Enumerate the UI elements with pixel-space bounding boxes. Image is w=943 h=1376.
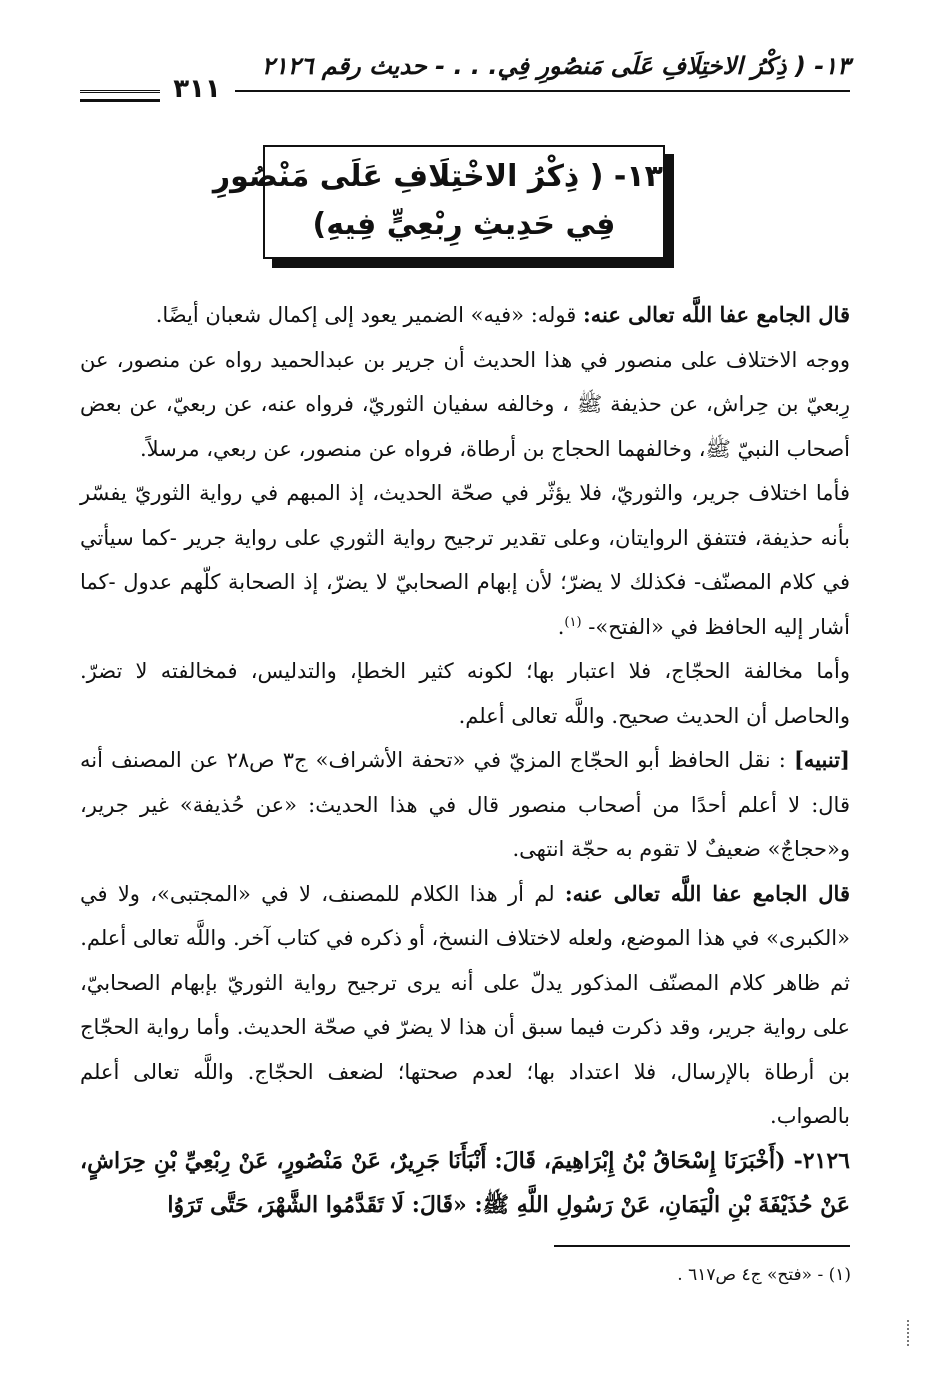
footnote-marker: (١)	[564, 614, 582, 630]
page-number-rule	[80, 90, 160, 102]
chapter-heading-line-1: ١٣- ( ذِكْرُ الاخْتِلَافِ عَلَى مَنْصُورِ	[212, 159, 663, 194]
paragraph-lead: قال الجامع عفا اللَّه تعالى عنه:	[582, 302, 850, 327]
chapter-heading-line-2: فِي حَدِيثِ رِبْعِيٍّ فِيهِ)	[312, 207, 616, 242]
paragraph-3	[80, 471, 850, 649]
running-header-title: ١٣- ( ذِكْرُ الاختِلَافِ عَلَى مَنصُورِ فِي. . . - حديث رقم ٢١٢٦	[261, 52, 850, 80]
footnote: (١) - «فتح» ج٤ ص٦١٧ .	[677, 1265, 851, 1285]
paragraph-text: لم أر هذا الكلام للمصنف، لا في «المجتبى»، ولا في «الكبرى» في هذا الموضع، ولعله لاختلاف النسخ، أو ذكره في كتاب آخر. واللَّه تعالى أعلم.	[80, 881, 850, 950]
paragraph-2: ووجه الاختلاف على منصور في هذا الحديث أن جرير بن عبدالحميد رواه عن منصور، عن رِبعيّ بن حِراش، عن حذيفة ﷺ ، وخالفه سفيان الثوريّ، فرواه عنه، عن ربعيّ، عن بعض أصحاب النبيّ ﷺ، وخالفهما الحجاج بن أرطاة، فرواه عن منصور، عن ربعي، مرسلاً.	[80, 347, 850, 461]
page-edge-mark	[907, 1320, 911, 1346]
paragraph-lead: قال الجامع عفا اللَّه تعالى عنه:	[564, 880, 850, 906]
hadith-text: ٢١٢٦- (أَخْبَرَنَا إِسْحَاقُ بْنُ إِبْرَاهِيمَ، قَالَ: أَنْبَأَنَا جَرِيرٌ، عَنْ مَنْصُورٍ، عَنْ رِبْعِيِّ بْنِ حِرَاشٍ، عَنْ حُذَيْفَةَ بْنِ الْيَمَانِ، عَنْ رَسُولِ اللَّهِ ﷺ: «قَالَ: لَا تَقَدَّمُوا الشَّهْرَ، حَتَّى تَرَوُا	[80, 1147, 850, 1218]
paragraph-1	[80, 293, 850, 338]
page-number: ٣١١	[173, 74, 221, 104]
paragraph-text: : نقل الحافظ أبو الحجّاج المزيّ في «تحفة الأشراف» ج٣ ص٢٨ عن المصنف أنه قال: لا أعلم أحدًا من أصحاب منصور قال في هذا الحديث: «عن حُذيفة» غير جرير، و«حجاجٌ» ضعيفٌ لا تقوم به حجّة انتهى.	[80, 748, 850, 861]
paragraph-end: .	[557, 614, 565, 639]
header-rule	[235, 90, 850, 92]
footnote-rule	[554, 1245, 850, 1247]
paragraph-7: ثم ظاهر كلام المصنّف المذكور يدلّ على أنه يرى ترجيح رواية الثوريّ بإبهام الصحابيّ، على رواية جرير، وقد ذكرت فيما سبق أن هذا لا يضرّ في صحّة الحديث. وأما رواية الحجّاج بن أرطاة بالإرسال، فلا اعتداد بها؛ لعدم صحتها؛ لضعف الحجّاج. واللَّه تعالى أعلم بالصواب.	[80, 970, 850, 1128]
chapter-heading-box	[212, 145, 665, 259]
paragraph-text: قوله: «فيه» الضمير يعود إلى إكمال شعبان أيضًا.	[155, 303, 583, 327]
paragraph-6	[80, 872, 850, 961]
paragraph-5	[80, 738, 850, 872]
running-header	[80, 48, 850, 104]
body-text	[80, 293, 850, 1228]
paragraph-lead: [تنبيه]	[794, 747, 850, 772]
paragraph-text: فأما اختلاف جرير، والثوريّ، فلا يؤثّر في صحّة الحديث، إذ المبهم في رواية الثوريّ يفسّر بأنه حذيفة، فتتفق الروايتان، وعلى تقدير ترجيح رواية الثوري على رواية جرير -كما سيأتي في كلام المصنّف- فكذلك لا يضرّ؛ لأن إبهام الصحابيّ لا يضرّ، إذ الصحابة كلّهم عدول -كما أشار إليه الحافظ في «الفتح»-	[80, 481, 850, 639]
paragraph-4: وأما مخالفة الحجّاج، فلا اعتبار بها؛ لكونه كثير الخطإ، والتدليس، فمخالفته لا تضرّ. والحاصل أن الحديث صحيح. واللَّه تعالى أعلم.	[80, 659, 850, 728]
